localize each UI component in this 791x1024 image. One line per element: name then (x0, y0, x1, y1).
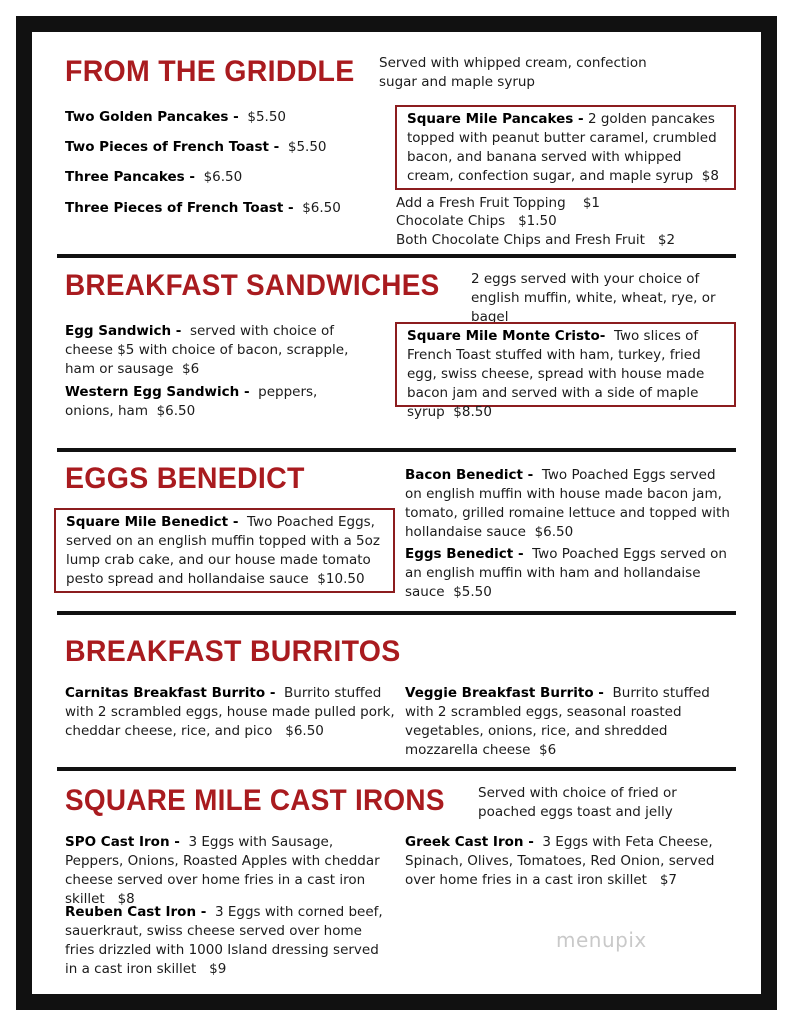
addon-item (396, 231, 675, 250)
menu-item (405, 545, 733, 602)
item-name: Egg Sandwich - (65, 323, 182, 339)
menu-item (65, 138, 327, 157)
item-price: $8 (701, 168, 719, 184)
item-name: Square Mile Monte Cristo- (407, 328, 606, 344)
item-name: Reuben Cast Iron - (65, 904, 207, 920)
section-divider (57, 611, 736, 615)
watermark-logo: menupix (556, 928, 647, 952)
item-name: Western Egg Sandwich - (65, 384, 250, 400)
item-desc: Two slices of French Toast stuffed with ham, turkey, fried egg, swiss cheese, spread with house made bacon jam and served with a side of maple syrup (407, 328, 705, 420)
item-price: $6.50 (285, 723, 324, 739)
item-name: SPO Cast Iron - (65, 834, 180, 850)
item-name: Carnitas Breakfast Burrito - (65, 685, 276, 701)
item-price: $6.50 (534, 524, 574, 540)
item-name: Square Mile Pancakes - (407, 111, 584, 127)
menu-item (65, 168, 242, 187)
addon-item (396, 212, 557, 231)
section-subtitle-sandwiches: 2 eggs served with your choice of english muffin, white, wheat, rye, or bagel (471, 271, 716, 325)
section-title-benedict: EGGS BENEDICT (65, 462, 305, 495)
menu-item (65, 833, 380, 909)
section-divider (57, 448, 736, 452)
item-name: Eggs Benedict - (405, 546, 524, 562)
item-desc: 3 Eggs with Feta Cheese, Spinach, Olives, Tomatoes, Red Onion, served over home fries in a cast iron skillet (405, 834, 715, 888)
item-price: $5.50 (247, 109, 287, 125)
addon-name: Both Chocolate Chips and Fresh Fruit (396, 232, 645, 248)
item-price: $8.50 (453, 404, 492, 420)
item-name: Two Golden Pancakes - (65, 109, 239, 125)
item-price: $6.50 (302, 200, 341, 216)
menu-item (65, 108, 286, 127)
section-subtitle-griddle: Served with whipped cream, confection sugar and maple syrup (379, 55, 647, 90)
item-desc: served with choice of cheese $5 with choice of bacon, scrapple, ham or sausage (65, 323, 349, 377)
featured-item-box (395, 105, 736, 190)
menu-item (405, 833, 730, 890)
featured-item-box (54, 508, 395, 593)
addon-price: $1 (582, 195, 601, 211)
featured-item-box (395, 322, 736, 420)
section-title-sandwiches: BREAKFAST SANDWICHES (65, 269, 440, 302)
item-desc: Two Poached Eggs served on english muffin with house made bacon jam, tomato, grilled romaine lettuce and topped with hollandaise sauce (405, 467, 730, 540)
item-price: $7 (659, 872, 677, 888)
item-name: Veggie Breakfast Burrito - (405, 685, 604, 701)
item-price: $6 (539, 742, 557, 758)
section-title-castirons: SQUARE MILE CAST IRONS (65, 784, 445, 817)
addon-price: $1.50 (518, 213, 557, 229)
item-price: $10.50 (317, 571, 365, 587)
item-name: Greek Cast Iron - (405, 834, 534, 850)
addon-price: $2 (657, 232, 676, 248)
item-desc: Burrito stuffed with 2 scrambled eggs, seasonal roasted vegetables, onions, rice, and shredded mozzarella cheese (405, 685, 710, 758)
item-name: Two Pieces of French Toast - (65, 139, 280, 155)
item-desc: 2 golden pancakes topped with peanut butter caramel, crumbled bacon, and banana served with whipped cream, confection sugar, and maple syrup (407, 111, 717, 184)
item-name: Three Pancakes - (65, 169, 195, 185)
addon-name: Chocolate Chips (396, 213, 506, 229)
item-price: $9 (209, 961, 227, 977)
section-divider (57, 767, 736, 771)
item-name: Bacon Benedict - (405, 467, 534, 483)
item-name: Three Pieces of French Toast - (65, 200, 294, 216)
menu-item (405, 684, 735, 760)
item-price: $8 (117, 891, 135, 907)
item-desc: 3 Eggs with corned beef, sauerkraut, swiss cheese served over home fries drizzled with 1000 Island dressing served in a cast iron skillet (65, 904, 383, 977)
item-price: $5.50 (453, 584, 492, 600)
menu-item (65, 903, 387, 979)
menu-item (65, 684, 395, 741)
item-desc: Two Poached Eggs served on an english muffin with ham and hollandaise sauce (405, 546, 727, 600)
item-name: Square Mile Benedict - (66, 514, 239, 530)
menu-item (405, 466, 733, 542)
menu-item (65, 199, 341, 218)
item-desc: 3 Eggs with Sausage, Peppers, Onions, Roasted Apples with cheddar cheese served over home fries in a cast iron skillet (65, 834, 380, 907)
item-desc: Two Poached Eggs, served on an english muffin topped with a 5oz lump crab cake, and our house made tomato pesto spread and hollandaise sauce (66, 514, 380, 587)
addon-name: Add a Fresh Fruit Topping (396, 195, 566, 211)
section-title-griddle: FROM THE GRIDDLE (65, 55, 355, 88)
section-divider (57, 254, 736, 258)
section-title-burritos: BREAKFAST BURRITOS (65, 635, 401, 668)
item-price: $6.50 (203, 169, 243, 185)
item-desc: Burrito stuffed with 2 scrambled eggs, house made pulled pork, cheddar cheese, rice, and pico (65, 685, 395, 739)
menu-item (65, 322, 370, 379)
menu-item (65, 383, 365, 421)
section-subtitle-castirons: Served with choice of fried or poached eggs toast and jelly (478, 785, 677, 820)
addon-item (396, 194, 600, 213)
item-price: $6.50 (156, 403, 196, 419)
item-price: $6 (182, 361, 200, 377)
item-price: $5.50 (287, 139, 327, 155)
item-desc: peppers, onions, ham (65, 384, 318, 419)
